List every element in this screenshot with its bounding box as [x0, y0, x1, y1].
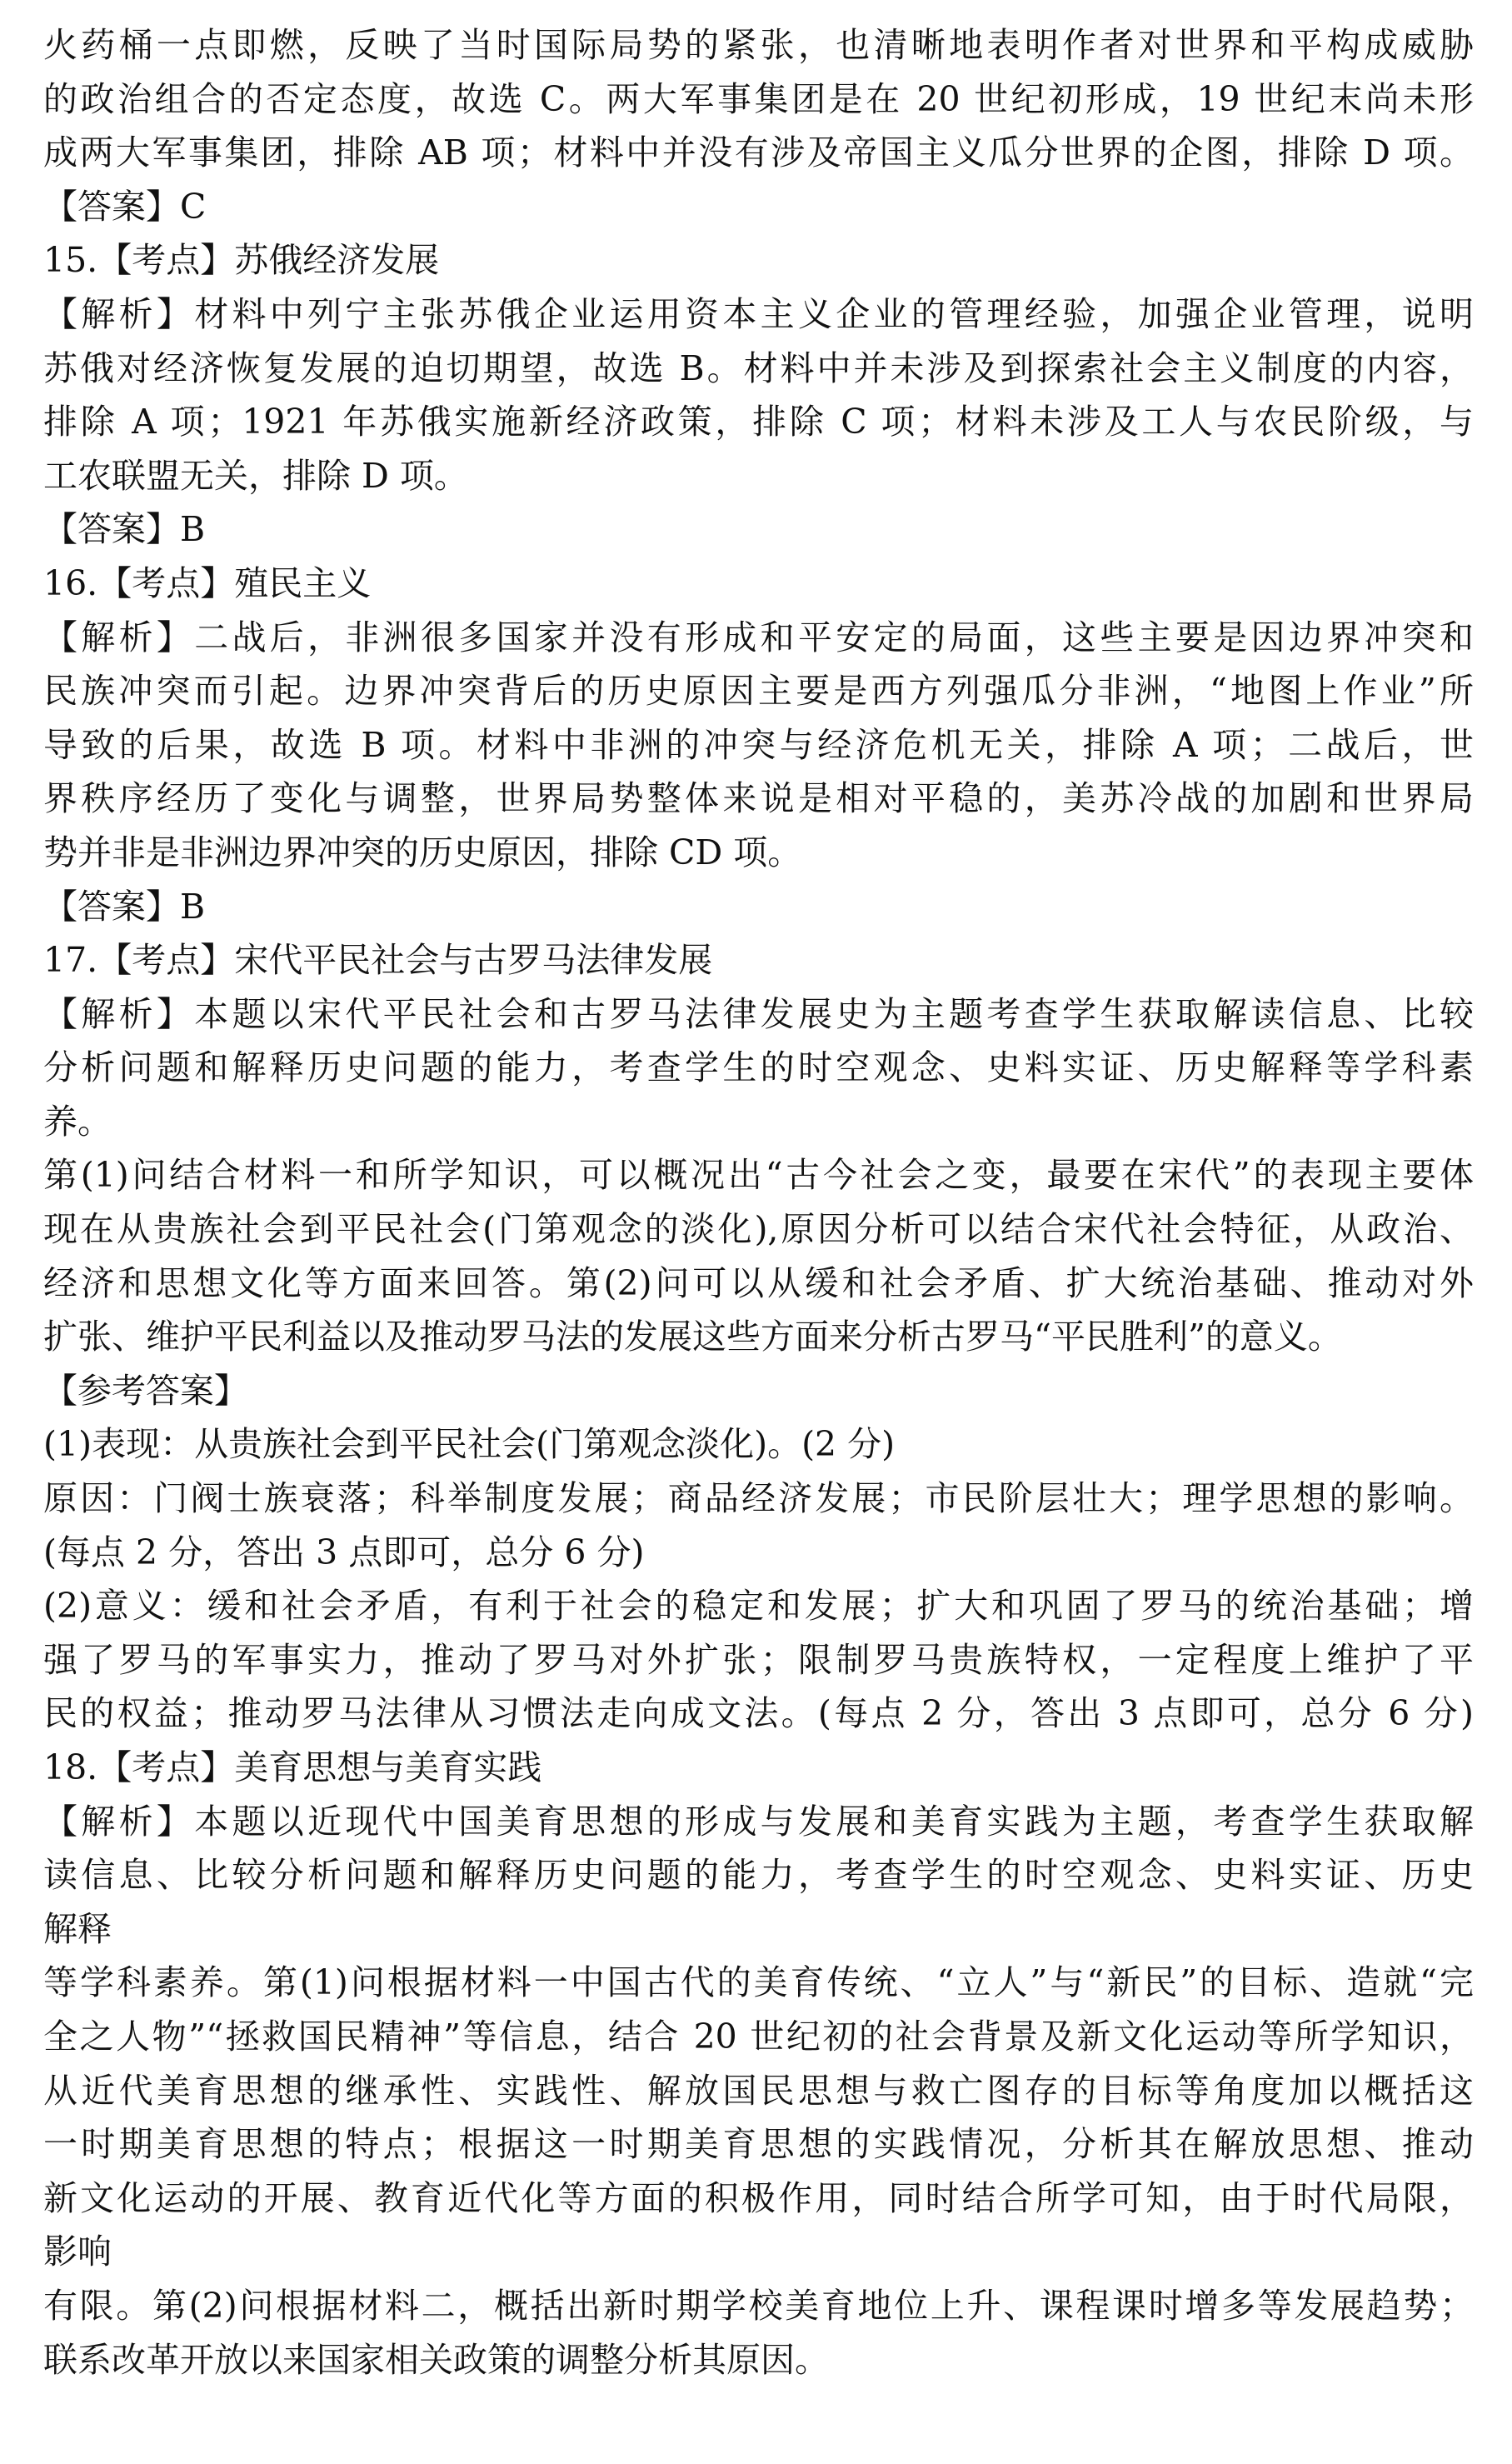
text-line: 全之人物”“拯救国民精神”等信息，结合 20 世纪初的社会背景及新文化运动等所学知识， — [43, 2016, 1474, 2057]
text-line: 影响 — [43, 2232, 112, 2272]
text-line: 从近代美育思想的继承性、实践性、解放国民思想与救亡图存的目标等角度加以概括这 — [43, 2070, 1474, 2111]
text-line: 【解析】二战后，非洲很多国家并没有形成和平安定的局面，这些主要是因边界冲突和 — [43, 617, 1474, 657]
text-line: 第(1)问结合材料一和所学知识，可以概况出“古今社会之变，最要在宋代”的表现主要体 — [43, 1155, 1474, 1196]
text-line: 有限。第(2)问根据材料二，概括出新时期学校美育地位上升、课程课时增多等发展趋势； — [43, 2285, 1474, 2326]
text-line: 成两大军事集团，排除 AB 项；材料中并没有涉及帝国主义瓜分世界的企图，排除 D 项。 — [43, 132, 1474, 173]
question-heading: 18.【考点】美育思想与美育实践 — [43, 1747, 542, 1787]
text-line: (2)意义：缓和社会矛盾，有利于社会的稳定和发展；扩大和巩固了罗马的统治基础；增 — [43, 1586, 1474, 1627]
text-line: 新文化运动的开展、教育近代化等方面的积极作用，同时结合所学可知，由于时代局限， — [43, 2177, 1474, 2218]
text-line: 经济和思想文化等方面来回答。第(2)问可以从缓和社会矛盾、扩大统治基础、推动对外 — [43, 1262, 1474, 1303]
text-line: 现在从贵族社会到平民社会(门第观念的淡化),原因分析可以结合宋代社会特征，从政治、 — [43, 1209, 1474, 1250]
text-line: 联系改革开放以来国家相关政策的调整分析其原因。 — [43, 2339, 829, 2380]
text-line: 扩张、维护平民利益以及推动罗马法的发展这些方面来分析古罗马“平民胜利”的意义。 — [43, 1317, 1342, 1357]
text-line: 一时期美育思想的特点；根据这一时期美育思想的实践情况，分析其在解放思想、推动 — [43, 2124, 1474, 2165]
text-line: 势并非是非洲边界冲突的历史原因，排除 CD 项。 — [43, 832, 802, 872]
text-line: 解释 — [43, 1908, 112, 1949]
text-line: (每点 2 分，答出 3 点即可，总分 6 分) — [43, 1532, 645, 1572]
text-line: 排除 A 项；1921 年苏俄实施新经济政策，排除 C 项；材料未涉及工人与农民阶级，与 — [43, 402, 1474, 442]
text-line: 民的权益；推动罗马法律从习惯法走向成文法。(每点 2 分，答出 3 点即可，总分 6 分) — [43, 1693, 1474, 1734]
text-line: 火药桶一点即燃，反映了当时国际局势的紧张，也清晰地表明作者对世界和平构成威胁 — [43, 25, 1474, 65]
text-line: 民族冲突而引起。边界冲突背后的历史原因主要是西方列强瓜分非洲，“地图上作业”所 — [43, 671, 1474, 712]
text-line: 【解析】本题以宋代平民社会和古罗马法律发展史为主题考查学生获取解读信息、比较 — [43, 993, 1474, 1034]
answer-line: 【答案】B — [43, 509, 206, 550]
question-heading: 15.【考点】苏俄经济发展 — [43, 240, 440, 281]
answer-line: 【答案】B — [43, 886, 206, 927]
text-line: 【解析】材料中列宁主张苏俄企业运用资本主义企业的管理经验，加强企业管理，说明 — [43, 293, 1474, 334]
text-line: 分析问题和解释历史问题的能力，考查学生的时空观念、史料实证、历史解释等学科素 — [43, 1047, 1474, 1088]
text-line: 读信息、比较分析问题和解释历史问题的能力，考查学生的时空观念、史料实证、历史 — [43, 1855, 1474, 1896]
text-line: (1)表现：从贵族社会到平民社会(门第观念淡化)。(2 分) — [43, 1424, 896, 1465]
text-line: 养。 — [43, 1101, 112, 1142]
text-line: 强了罗马的军事实力，推动了罗马对外扩张；限制罗马贵族特权，一定程度上维护了平 — [43, 1639, 1474, 1680]
text-line: 导致的后果，故选 B 项。材料中非洲的冲突与经济危机无关，排除 A 项；二战后，世 — [43, 724, 1474, 765]
text-line: 原因：门阀士族衰落；科举制度发展；商品经济发展；市民阶层壮大；理学思想的影响。 — [43, 1478, 1474, 1519]
text-line: 的政治组合的否定态度，故选 C。两大军事集团是在 20 世纪初形成，19 世纪末尚未形 — [43, 78, 1474, 119]
question-heading: 17.【考点】宋代平民社会与古罗马法律发展 — [43, 940, 713, 981]
text-line: 等学科素养。第(1)问根据材料一中国古代的美育传统、“立人”与“新民”的目标、造就“完 — [43, 1962, 1474, 2003]
answer-line: 【答案】C — [43, 186, 207, 227]
text-line: 【解析】本题以近现代中国美育思想的形成与发展和美育实践为主题，考查学生获取解 — [43, 1801, 1474, 1842]
text-line: 界秩序经历了变化与调整，世界局势整体来说是相对平稳的，美苏冷战的加剧和世界局 — [43, 778, 1474, 819]
reference-answer-heading: 【参考答案】 — [43, 1370, 248, 1411]
text-line: 工农联盟无关，排除 D 项。 — [43, 455, 468, 496]
question-heading: 16.【考点】殖民主义 — [43, 562, 372, 603]
text-line: 苏俄对经济恢复发展的迫切期望，故选 B。材料中并未涉及到探索社会主义制度的内容， — [43, 347, 1474, 388]
